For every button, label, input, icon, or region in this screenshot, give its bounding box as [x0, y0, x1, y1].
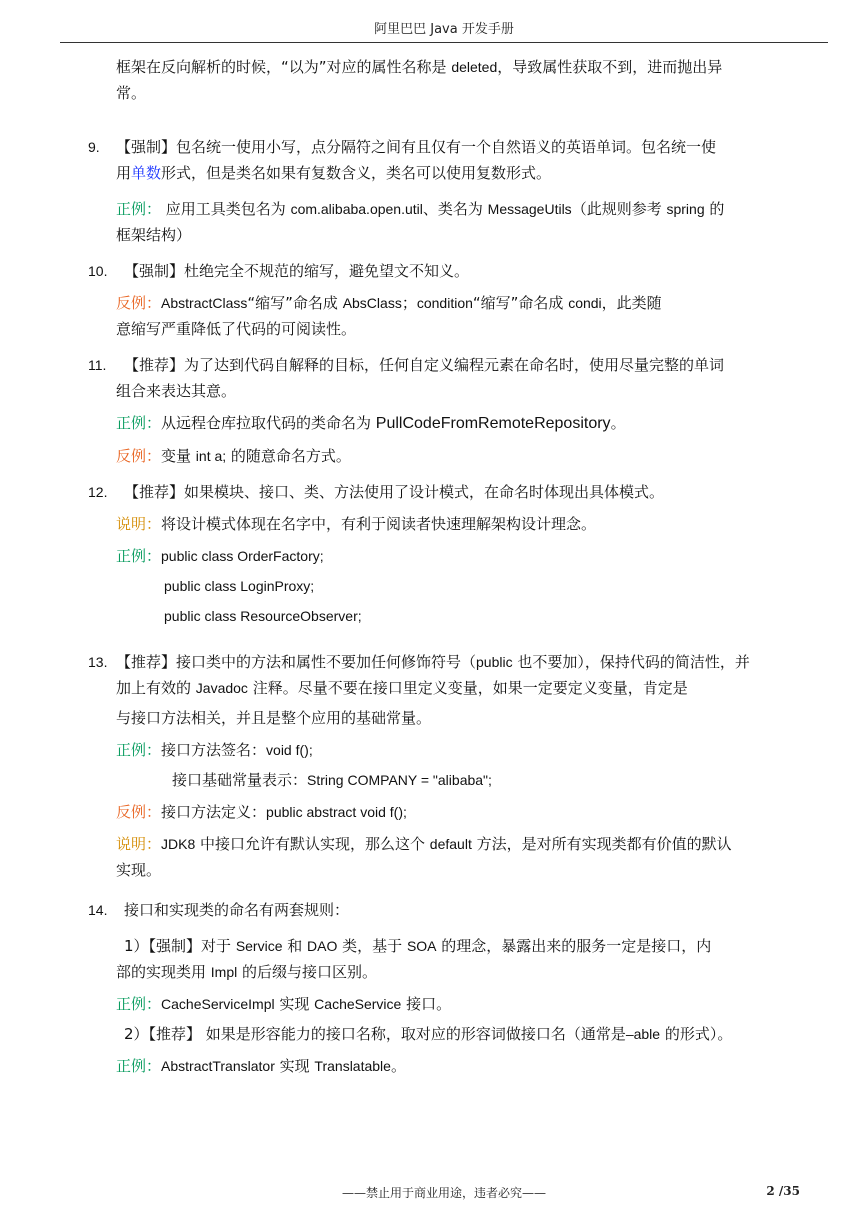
example-label: 正例：	[116, 200, 162, 218]
rule-13-example: 正例：接口方法签名：void f();	[116, 741, 313, 759]
rule-13-example-line-2: 接口基础常量表示：String COMPANY = "alibaba";	[172, 771, 492, 789]
singular-highlight: 单数	[131, 164, 162, 182]
code-line: public class LoginProxy;	[164, 578, 315, 594]
document-body	[88, 54, 833, 1079]
continuation-line-1: 框架在反向解析的时候，“以为”对应的属性名称是 deleted，导致属性获取不到，进而抛出异	[116, 58, 723, 76]
rule-10-counterexample: 反例：AbstractClass“缩写”命名成 AbsClass；condition“缩写”命名成 condi，此类随	[116, 294, 662, 312]
rule-14-line-1: 14. 接口和实现类的命名有两套规则：	[88, 901, 350, 919]
rule-14-sub-1-line-2: 部的实现类用 Impl 的后缀与接口区别。	[116, 963, 378, 981]
rule-13-note-line-2: 实现。	[116, 861, 162, 879]
page-number: 2 /35	[766, 1184, 800, 1198]
rule-11-line-1: 11. 【推荐】为了达到代码自解释的目标，任何自定义编程元素在命名时，使用尽量完整的单词	[88, 356, 725, 374]
rule-9-line-1: 9. 【强制】包名统一使用小写，点分隔符之间有且仅有一个自然语义的英语单词。包名统一使	[88, 138, 717, 156]
rule-11-line-2: 组合来表达其意。	[116, 382, 237, 400]
continuation-paragraph	[88, 54, 833, 106]
rule-13-counterexample: 反例：接口方法定义：public abstract void f();	[116, 803, 407, 821]
rule-9-line-2: 用单数形式，但是类名如果有复数含义，类名可以使用复数形式。	[116, 164, 552, 182]
rule-10-line-1: 10. 【强制】杜绝完全不规范的缩写，避免望文不知义。	[88, 262, 470, 280]
code-line: public class ResourceObserver;	[164, 608, 362, 624]
rule-11	[88, 352, 833, 469]
rule-13-line-1: 13. 【推荐】接口类中的方法和属性不要加任何修饰符号（public 也不要加），保持代码的简洁性，并	[88, 653, 750, 671]
header-title: 阿里巴巴 Java 开发手册	[374, 22, 514, 37]
counterexample-label: 反例：	[116, 447, 162, 465]
rule-9	[88, 134, 833, 248]
rule-13-note: 说明：JDK8 中接口允许有默认实现，那么这个 default 方法，是对所有实现类都有价值的默认	[116, 835, 732, 853]
rule-13-line-2: 加上有效的 Javadoc 注释。尽量不要在接口里定义变量，如果一定要定义变量，肯定是	[116, 679, 688, 697]
note-label: 说明：	[116, 515, 162, 533]
footer-text: ——禁止用于商业用途，违者必究——	[341, 1186, 546, 1200]
continuation-line-2: 常。	[116, 84, 147, 102]
rule-12-example	[116, 543, 833, 569]
rule-11-example: 正例：从远程仓库拉取代码的类命名为 PullCodeFromRemoteRepository。	[116, 414, 626, 432]
rule-13	[88, 649, 833, 883]
example-label: 正例：	[116, 1057, 162, 1075]
rule-14-example-2: 正例：AbstractTranslator 实现 Translatable。	[116, 1057, 406, 1075]
rule-12-line-1: 12. 【推荐】如果模块、接口、类、方法使用了设计模式，在命名时体现出具体模式。	[88, 483, 665, 501]
rule-11-counterexample: 反例：变量 int a; 的随意命名方式。	[116, 447, 351, 465]
counterexample-label: 反例：	[116, 803, 162, 821]
example-label: 正例：	[116, 414, 162, 432]
example-label: 正例：	[116, 741, 162, 759]
rule-10	[88, 258, 833, 342]
rule-12-note: 说明：将设计模式体现在名字中，有利于阅读者快速理解架构设计理念。	[116, 515, 597, 533]
rule-10-counterexample-line-2: 意缩写严重降低了代码的可阅读性。	[116, 320, 357, 338]
page-footer	[60, 1184, 828, 1204]
rule-14-sub-2: 2）【推荐】 如果是形容能力的接口名称，取对应的形容词做接口名（通常是–able 的形式）。	[124, 1025, 733, 1043]
rule-14	[88, 897, 833, 1079]
note-label: 说明：	[116, 835, 162, 853]
code-line: public class OrderFactory;	[161, 548, 324, 564]
rule-13-line-3: 与接口方法相关，并且是整个应用的基础常量。	[116, 709, 432, 727]
page-header	[60, 18, 828, 43]
rule-9-example: 正例： 应用工具类包名为 com.alibaba.open.util、类名为 MessageUtils（此规则参考 spring 的	[116, 200, 725, 218]
example-label: 正例：	[116, 547, 162, 565]
rule-14-sub-1: 1）【强制】对于 Service 和 DAO 类，基于 SOA 的理念，暴露出来的服务一定是接口，内	[124, 937, 712, 955]
rule-14-example-1: 正例：CacheServiceImpl 实现 CacheService 接口。	[116, 995, 452, 1013]
rule-9-example-line-2: 框架结构）	[116, 226, 192, 244]
example-label: 正例：	[116, 995, 162, 1013]
rule-12	[88, 479, 833, 629]
counterexample-label: 反例：	[116, 294, 162, 312]
